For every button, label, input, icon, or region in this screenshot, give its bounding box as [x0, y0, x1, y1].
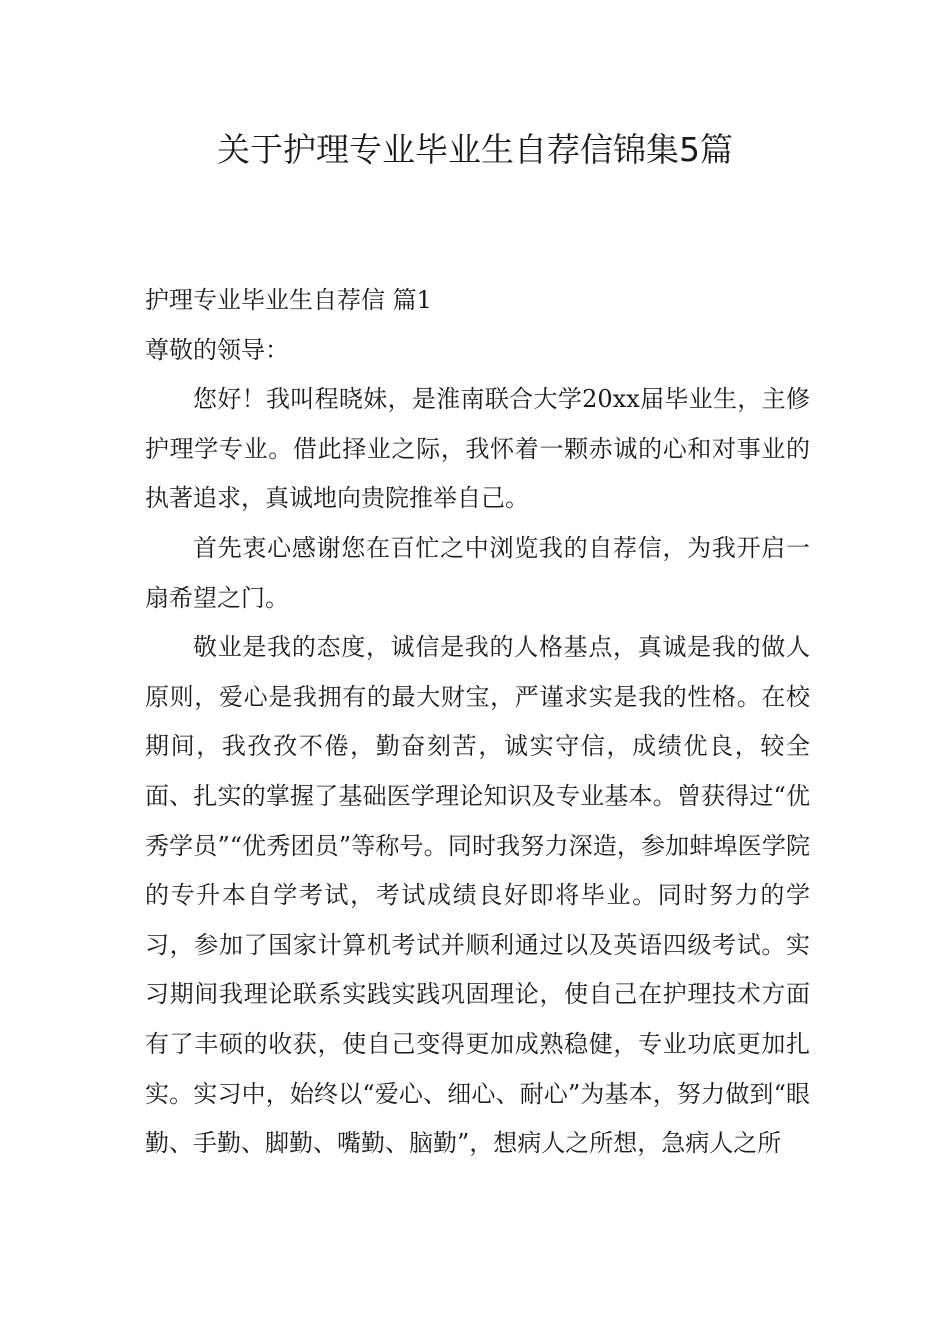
paragraph-greeting: 您好！我叫程晓妹，是淮南联合大学20xx届毕业生，主修护理学专业。借此择业之际，我怀着一颗赤诚的心和对事业的执著追求，真诚地向贵院推举自己。	[145, 385, 810, 513]
document-body	[145, 276, 810, 1169]
salutation: 尊敬的领导：	[145, 335, 289, 364]
paragraph-qualifications: 敬业是我的态度，诚信是我的人格基点，真诚是我的做人原则，爱心是我拥有的最大财宝，严谨求实是我的性格。在校期间，我孜孜不倦，勤奋刻苦，诚实守信，成绩优良，较全面、扎实的掌握了基础医学理论知识及专业基本。曾获得过“优秀学员”“优秀团员”等称号。同时我努力深造，参加蚌埠医学院的专升本自学考试，考试成绩良好即将毕业。同时努力的学习，参加了国家计算机考试并顺利通过以及英语四级考试。实习期间我理论联系实践实践巩固理论，使自己在护理技术方面有了丰硕的收获，使自己变得更加成熟稳健，专业功底更加扎实。实习中，始终以“爱心、细心、耐心”为基本，努力做到“眼勤、手勤、脚勤、嘴勤、脑勤”，想病人之所想，急病人之所	[145, 633, 810, 1158]
paragraph-thanks: 首先衷心感谢您在百忙之中浏览我的自荐信，为我开启一扇希望之门。	[145, 533, 810, 612]
section-heading: 护理专业毕业生自荐信 篇1	[145, 286, 432, 314]
document-title: 关于护理专业毕业生自荐信锦集5篇	[217, 130, 733, 169]
